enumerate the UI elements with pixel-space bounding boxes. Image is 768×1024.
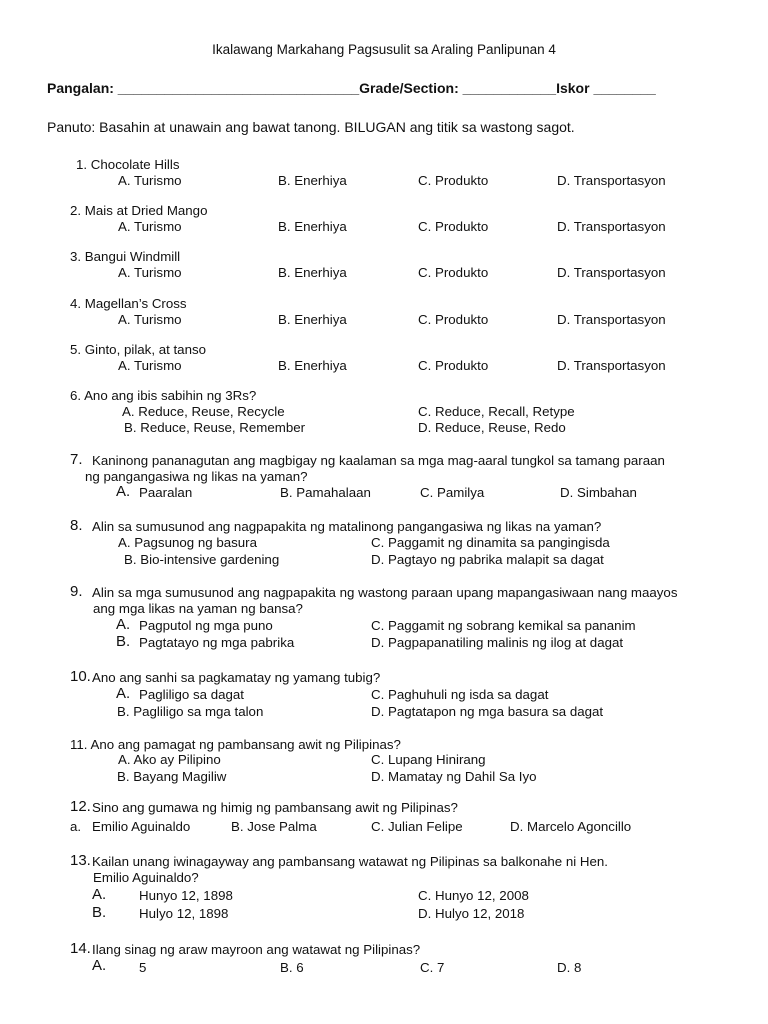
choice-b[interactable]: B. Enerhiya bbox=[278, 265, 347, 280]
choice-b[interactable]: B. Pamahalaan bbox=[280, 485, 371, 500]
question-3 bbox=[70, 249, 180, 265]
choice-c[interactable]: C. Produkto bbox=[418, 265, 489, 280]
choice-c[interactable]: C. Julian Felipe bbox=[371, 819, 463, 834]
choice-b[interactable]: B. Enerhiya bbox=[278, 219, 347, 234]
choice-b[interactable]: B. Pagliligo sa mga talon bbox=[117, 704, 264, 719]
choice-letter-a[interactable]: a. bbox=[70, 819, 82, 834]
choice-d[interactable]: D. Pagtatapon ng mga basura sa dagat bbox=[371, 704, 604, 719]
question-number: 11. bbox=[70, 737, 88, 752]
choice-a[interactable]: A. Ako ay Pilipino bbox=[118, 752, 221, 767]
choice-b[interactable]: B. 6 bbox=[280, 960, 304, 975]
choice-c[interactable]: C. Paggamit ng dinamita sa pangingisda bbox=[371, 535, 610, 550]
choice-b[interactable]: B. Enerhiya bbox=[278, 173, 347, 188]
question-number: 4. bbox=[70, 296, 82, 311]
choice-a[interactable]: Paaralan bbox=[139, 485, 193, 500]
choice-b[interactable]: B. Jose Palma bbox=[231, 819, 317, 834]
question-number: 6. bbox=[70, 388, 82, 403]
choice-d[interactable]: D. Pagtayo ng pabrika malapit sa dagat bbox=[371, 552, 604, 567]
question-number-12: 12. bbox=[70, 798, 91, 815]
instructions: Panuto: Basahin at unawain ang bawat tanong. BILUGAN ang titik sa wastong sagot. bbox=[47, 119, 575, 135]
question-5 bbox=[70, 342, 206, 358]
choice-letter-a[interactable]: A. bbox=[92, 957, 107, 974]
question-text-12: Sino ang gumawa ng himig ng pambansang awit ng Pilipinas? bbox=[92, 800, 458, 815]
choice-a[interactable]: A. Turismo bbox=[118, 358, 182, 373]
choice-letter-b[interactable]: B. bbox=[116, 633, 131, 650]
choice-c[interactable]: C. Hunyo 12, 2008 bbox=[418, 888, 529, 903]
question-number-13: 13. bbox=[70, 852, 91, 869]
choice-d[interactable]: D. Hulyo 12, 2018 bbox=[418, 906, 525, 921]
question-text: Ano ang ibis sabihin ng 3Rs? bbox=[84, 388, 257, 403]
choice-c[interactable]: C. Paggamit ng sobrang kemikal sa pananim bbox=[371, 618, 636, 633]
question-4 bbox=[70, 296, 187, 312]
choice-c[interactable]: C. Produkto bbox=[418, 358, 489, 373]
choice-a[interactable]: A. Turismo bbox=[118, 265, 182, 280]
choice-letter-b[interactable]: B. bbox=[92, 904, 107, 921]
question-1 bbox=[76, 157, 179, 173]
choice-a[interactable]: A. Turismo bbox=[118, 219, 182, 234]
choice-b[interactable]: B. Enerhiya bbox=[278, 312, 347, 327]
question-text-10: Ano ang sanhi sa pagkamatay ng yamang tubig? bbox=[92, 670, 381, 685]
choice-b[interactable]: B. Bayang Magiliw bbox=[117, 769, 227, 784]
choice-a[interactable]: A. Turismo bbox=[118, 173, 182, 188]
choice-b[interactable]: Hulyo 12, 1898 bbox=[139, 906, 229, 921]
question-text-8: Alin sa sumusunod ang nagpapakita ng matalinong pangangasiwa ng likas na yaman? bbox=[92, 519, 602, 534]
choice-c[interactable]: C. Produkto bbox=[418, 219, 489, 234]
name-label: Pangalan: bbox=[47, 80, 114, 96]
choice-c[interactable]: C. Produkto bbox=[418, 173, 489, 188]
name-field[interactable]: _______________________________ bbox=[117, 80, 360, 96]
question-text: Magellan’s Cross bbox=[84, 296, 187, 311]
question-11 bbox=[70, 737, 401, 753]
question-text: Chocolate Hills bbox=[90, 157, 180, 172]
question-number-10: 10. bbox=[70, 668, 91, 685]
question-number: 2. bbox=[70, 203, 82, 218]
choice-a[interactable]: Hunyo 12, 1898 bbox=[139, 888, 233, 903]
choice-d[interactable]: D. Simbahan bbox=[560, 485, 637, 500]
question-number: 5. bbox=[70, 342, 82, 357]
choice-c[interactable]: C. 7 bbox=[420, 960, 445, 975]
choice-b[interactable]: Pagtatayo ng mga pabrika bbox=[139, 635, 295, 650]
question-2 bbox=[70, 203, 207, 219]
choice-d[interactable]: D. Transportasyon bbox=[557, 265, 666, 280]
choice-d[interactable]: D. Transportasyon bbox=[557, 219, 666, 234]
choice-a[interactable]: A. Turismo bbox=[118, 312, 182, 327]
score-field[interactable]: ________ bbox=[593, 80, 656, 96]
choice-d[interactable]: D. Mamatay ng Dahil Sa Iyo bbox=[371, 769, 537, 784]
question-text-7: Kaninong pananagutan ang magbigay ng kaalaman sa mga mag-aaral tungkol sa tamang paraan bbox=[92, 453, 665, 468]
choice-c[interactable]: C. Reduce, Recall, Retype bbox=[418, 404, 575, 419]
score-label: Iskor bbox=[556, 80, 590, 96]
question-text-13-cont: Emilio Aguinaldo? bbox=[93, 870, 199, 885]
question-number-9: 9. bbox=[70, 583, 83, 600]
choice-letter-a[interactable]: A. bbox=[116, 685, 131, 702]
question-text-9: Alin sa mga sumusunod ang nagpapakita ng wastong paraan upang mapangasiwaan nang maayos bbox=[92, 585, 678, 600]
question-number: 3. bbox=[70, 249, 82, 264]
choice-b[interactable]: B. Enerhiya bbox=[278, 358, 347, 373]
choice-c[interactable]: C. Pamilya bbox=[420, 485, 485, 500]
question-text-9-cont: ang mga likas na yaman ng bansa? bbox=[93, 601, 303, 616]
choice-b[interactable]: B. Bio-intensive gardening bbox=[124, 552, 280, 567]
choice-a[interactable]: A. Pagsunog ng basura bbox=[118, 535, 257, 550]
choice-c[interactable]: C. Produkto bbox=[418, 312, 489, 327]
choice-c[interactable]: C. Paghuhuli ng isda sa dagat bbox=[371, 687, 549, 702]
student-info-line bbox=[47, 80, 656, 96]
choice-d[interactable]: D. Transportasyon bbox=[557, 358, 666, 373]
choice-b[interactable]: B. Reduce, Reuse, Remember bbox=[124, 420, 306, 435]
choice-d[interactable]: D. Marcelo Agoncillo bbox=[510, 819, 632, 834]
question-text: Ginto, pilak, at tanso bbox=[84, 342, 207, 357]
choice-a[interactable]: Pagputol ng mga puno bbox=[139, 618, 273, 633]
question-text-13: Kailan unang iwinagayway ang pambansang watawat ng Pilipinas sa balkonahe ni Hen. bbox=[92, 854, 608, 869]
choice-d[interactable]: D. Reduce, Reuse, Redo bbox=[418, 420, 566, 435]
question-6 bbox=[70, 388, 256, 404]
choice-c[interactable]: C. Lupang Hinirang bbox=[371, 752, 486, 767]
question-number-7: 7. bbox=[70, 451, 83, 468]
question-text: Mais at Dried Mango bbox=[84, 203, 208, 218]
choice-a[interactable]: Pagliligo sa dagat bbox=[139, 687, 244, 702]
exam-title: Ikalawang Markahang Pagsusulit sa Araling Panlipunan 4 bbox=[212, 42, 556, 57]
grade-section-field[interactable]: ____________ bbox=[462, 80, 557, 96]
choice-a[interactable]: Emilio Aguinaldo bbox=[92, 819, 191, 834]
question-text: Bangui Windmill bbox=[84, 249, 181, 264]
choice-letter-a[interactable]: A. bbox=[116, 616, 131, 633]
question-text-14: Ilang sinag ng araw mayroon ang watawat ng Pilipinas? bbox=[92, 942, 421, 957]
grade-section-label: Grade/Section: bbox=[359, 80, 459, 96]
choice-d[interactable]: D. 8 bbox=[557, 960, 582, 975]
question-text-7-cont: ng pangangasiwa ng likas na yaman? bbox=[85, 469, 308, 484]
choice-a[interactable]: A. Reduce, Reuse, Recycle bbox=[122, 404, 285, 419]
question-text: Ano ang pamagat ng pambansang awit ng Pilipinas? bbox=[90, 737, 401, 752]
question-number-14: 14. bbox=[70, 940, 91, 957]
choice-d[interactable]: D. Pagpapanatiling malinis ng ilog at dagat bbox=[371, 635, 624, 650]
choice-a[interactable]: 5 bbox=[139, 960, 147, 975]
choice-letter-a[interactable]: A. bbox=[92, 886, 107, 903]
choice-letter-a[interactable]: A. bbox=[116, 483, 131, 500]
question-number-8: 8. bbox=[70, 517, 83, 534]
question-number: 1. bbox=[76, 157, 88, 172]
choice-d[interactable]: D. Transportasyon bbox=[557, 173, 666, 188]
choice-d[interactable]: D. Transportasyon bbox=[557, 312, 666, 327]
